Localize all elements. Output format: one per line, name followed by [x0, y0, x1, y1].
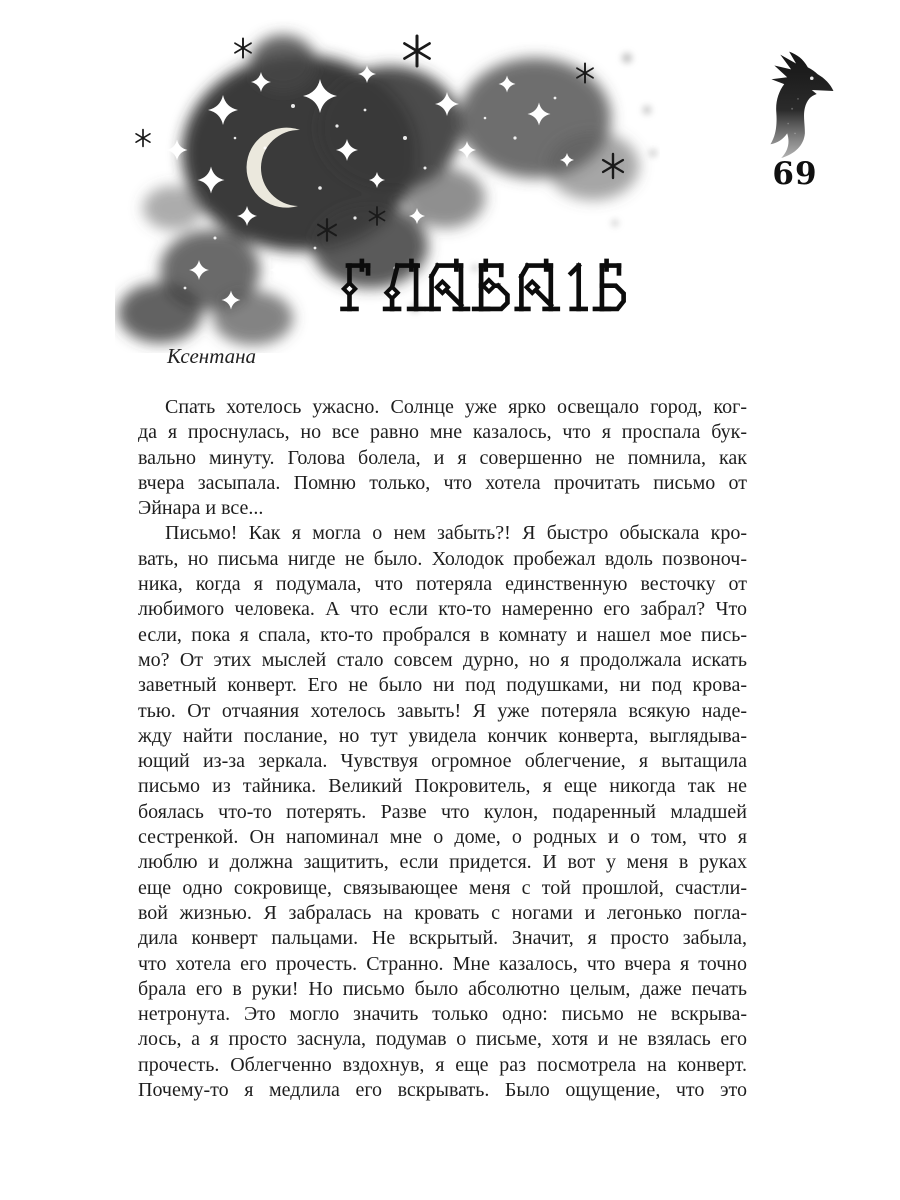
- text-line: лось, а я просто заснула, подумав о письме, хотя и не взялась его: [138, 1028, 747, 1051]
- dragon-eye: [810, 76, 814, 80]
- text-line: письмо из тайника. Великий Покровитель, я еще никогда так не: [138, 775, 747, 798]
- text-line: Письмо! Как я могла о нем забыть?! Я быстро обыскала кро-: [165, 522, 747, 545]
- page-number: 69: [772, 156, 818, 192]
- text-line: вчера засыпала. Помню только, что хотела прочитать письмо от: [138, 471, 747, 494]
- chapter-title-glyphs: [334, 258, 636, 315]
- text-line: еще одно сокровище, связывающее меня с той прошлой, счастли-: [138, 876, 747, 899]
- text-line: боялась что-то потерять. Разве что кулон, подаренный младшей: [138, 800, 747, 823]
- text-line: люблю и должна защитить, если придется. И вот у меня в руках: [138, 851, 747, 874]
- text-line: жду найти послание, но тут увидела кончик конверта, выглядыва-: [138, 724, 747, 747]
- text-line: сестренкой. Он напоминал мне о доме, о родных и о том, что я: [138, 826, 747, 849]
- text-line: тью. От отчаяния хотелось завыть! Я уже потеряла всякую наде-: [138, 699, 747, 722]
- chapter-title: [334, 258, 636, 315]
- paragraph: [138, 395, 747, 521]
- text-line: Почему-то я медлила его вскрывать. Было ощущение, что это: [138, 1079, 747, 1102]
- text-line: брала его в руки! Но письмо было абсолютно целым, даже печать: [138, 977, 747, 1000]
- text-line: Эйнара и все...: [138, 497, 264, 520]
- text-line: нетронута. Это могло значить только одно: письмо не вскрыва-: [138, 1003, 747, 1026]
- text-line: вой жизнью. Я забралась на кровать с ногами и легонько погла-: [138, 901, 747, 924]
- text-line: что хотела его прочесть. Странно. Мне казалось, что вчера я точно: [138, 952, 747, 975]
- text-line: дила конверт пальцами. Не вскрытый. Значит, я просто забыла,: [138, 927, 747, 950]
- dragon-icon: [748, 30, 848, 158]
- text-line: заветный конверт. Его не было ни под подушками, ни под крова-: [138, 674, 747, 697]
- text-line: да я проснулась, но все равно мне казалось, что я проспала бук-: [138, 421, 747, 444]
- text-line: вально минуту. Голова болела, и я совершенно не помнила, как: [138, 446, 747, 469]
- text-line: мо? От этих мыслей стало совсем дурно, но я продолжала искать: [138, 648, 747, 671]
- text-line: Спать хотелось ужасно. Солнце уже ярко освещало город, ког-: [165, 396, 747, 418]
- text-line: вать, но письма нигде не было. Холодок пробежал вдоль позвоноч-: [138, 547, 747, 570]
- text-line: любимого человека. А что если кто-то намеренно его забрал? Что: [138, 598, 747, 621]
- body-text: [138, 395, 747, 1103]
- text-line: прочесть. Облегченно вздохнув, я еще раз посмотрела на конверт.: [138, 1053, 747, 1076]
- text-line: ника, когда я подумала, что потеряла единственную весточку от: [138, 573, 747, 596]
- paragraph: [138, 521, 747, 1103]
- text-line: ющий из-за зеркала. Чувствуя огромное облегчение, я вытащила: [138, 750, 747, 773]
- text-line: если, пока я спала, кто-то пробрался в комнату и нашел мое пись-: [138, 623, 747, 646]
- pov-character-name: Ксентана: [167, 344, 257, 368]
